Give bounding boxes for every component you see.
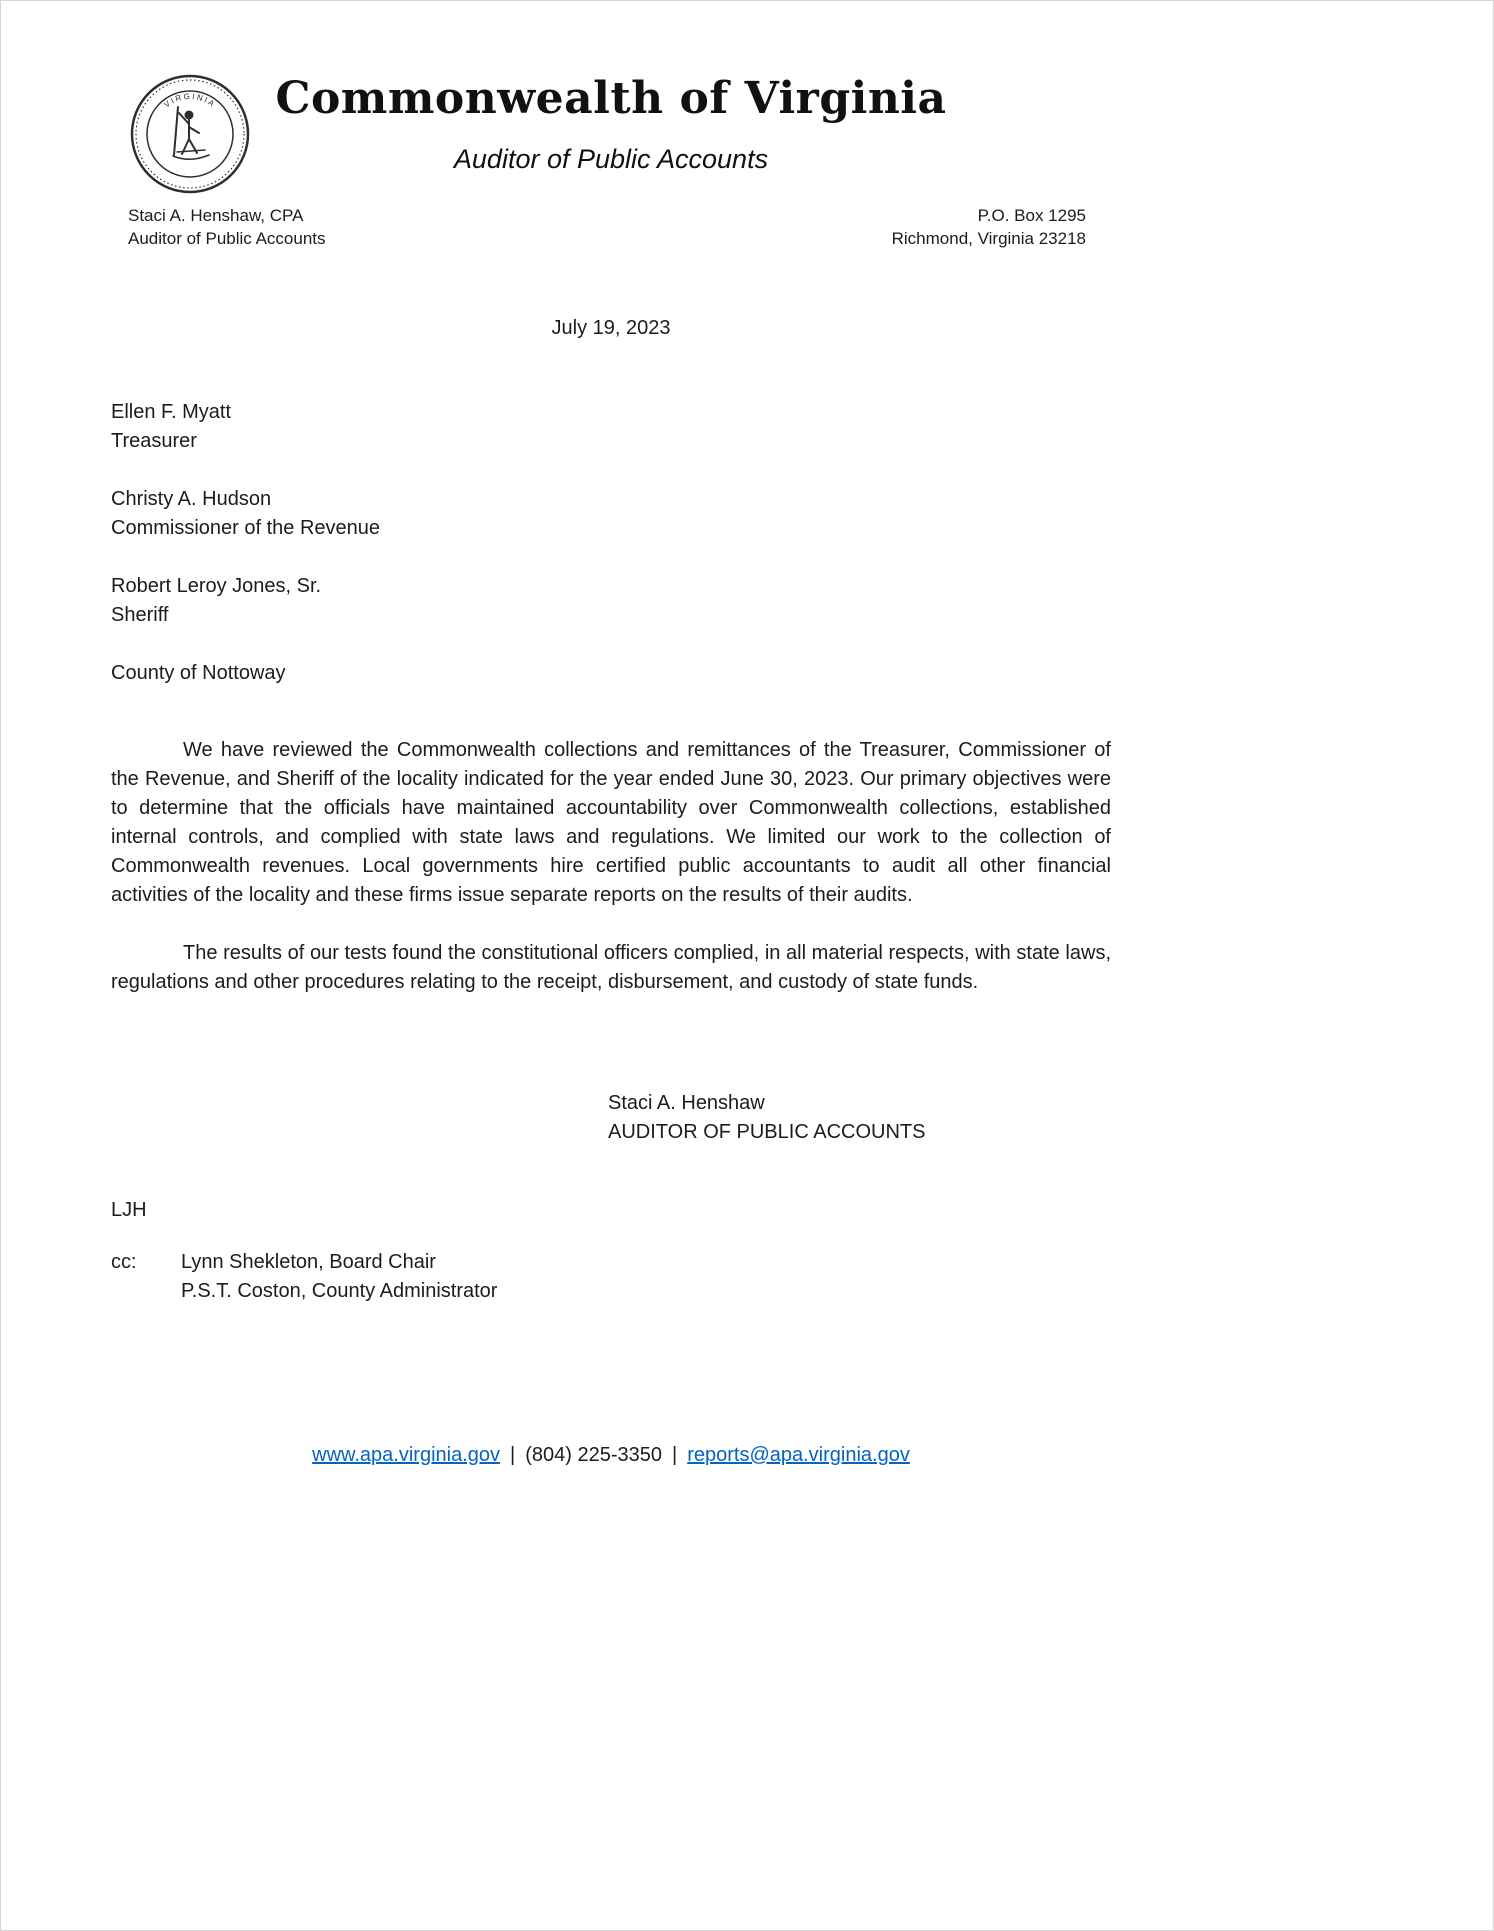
- svg-text:VIRGINIA: [162, 92, 217, 110]
- cc-block: [111, 1248, 1111, 1306]
- paragraph: We have reviewed the Commonwealth collections and remittances of the Treasurer, Commissioner of the Revenue, and Sheriff of the locality indicated for the year ended June 30, 2023. Our primary objectives were to determine that the officials have maintained accountability over Commonwealth collections, established internal controls, and complied with state laws and regulations. We limited our work to the collection of Commonwealth revenues. Local governments hire certified public accountants to audit all other financial activities of the locality and these firms issue separate reports on the results of their audits.: [111, 738, 1111, 906]
- recipient: [111, 398, 1111, 456]
- official-block: [128, 205, 326, 251]
- recipients: [111, 398, 1111, 688]
- footer-separator: |: [672, 1444, 678, 1466]
- recipient-name: Christy A. Hudson: [111, 487, 272, 510]
- recipient: [111, 485, 1111, 543]
- locality: County of Nottoway: [111, 661, 286, 684]
- cc-entry: P.S.T. Coston, County Administrator: [181, 1279, 498, 1302]
- signature-name: Staci A. Henshaw: [608, 1091, 765, 1114]
- letterhead: [1, 1, 1493, 251]
- recipient-title: Treasurer: [111, 429, 197, 452]
- seal-text: VIRGINIA: [162, 91, 218, 110]
- recipient-title: Sheriff: [111, 603, 169, 626]
- cc-entry: Lynn Shekleton, Board Chair: [181, 1250, 436, 1273]
- address-line2: Richmond, Virginia 23218: [891, 228, 1086, 248]
- cc-entries: [181, 1248, 497, 1306]
- typist-initials: LJH: [111, 1198, 147, 1221]
- address-line1: P.O. Box 1295: [977, 206, 1086, 225]
- letter-body: [111, 736, 1111, 997]
- recipient-title: Commissioner of the Revenue: [111, 516, 381, 539]
- letter-date: July 19, 2023: [551, 316, 671, 339]
- signature-block: [608, 1089, 1111, 1147]
- letterhead-info-row: [1, 205, 1493, 251]
- letter-footer: [111, 1444, 1111, 1467]
- org-title: Commonwealth of Virginia: [275, 73, 947, 124]
- official-name: Staci A. Henshaw, CPA: [128, 206, 304, 225]
- cc-label: cc:: [111, 1250, 137, 1273]
- seal-figure: [173, 107, 209, 159]
- footer-separator: |: [510, 1444, 516, 1466]
- recipient-name: Robert Leroy Jones, Sr.: [111, 574, 322, 597]
- phone-number: (804) 225-3350: [525, 1444, 662, 1466]
- recipient-name: Ellen F. Myatt: [111, 400, 232, 423]
- letter-content: [111, 317, 1111, 1306]
- email-link[interactable]: reports@apa.virginia.gov: [687, 1444, 910, 1466]
- address-block: [892, 205, 1086, 251]
- official-title: Auditor of Public Accounts: [128, 228, 326, 248]
- signature-title: AUDITOR OF PUBLIC ACCOUNTS: [608, 1120, 926, 1143]
- website-link[interactable]: www.apa.virginia.gov: [312, 1444, 501, 1466]
- org-subtitle: Auditor of Public Accounts: [453, 144, 769, 174]
- virginia-state-seal-icon: [129, 73, 251, 195]
- paragraph: The results of our tests found the constitutional officers complied, in all material respects, with state laws, regulations and other procedures relating to the receipt, disbursement, and custody of state funds.: [111, 941, 1111, 993]
- recipient: [111, 572, 1111, 630]
